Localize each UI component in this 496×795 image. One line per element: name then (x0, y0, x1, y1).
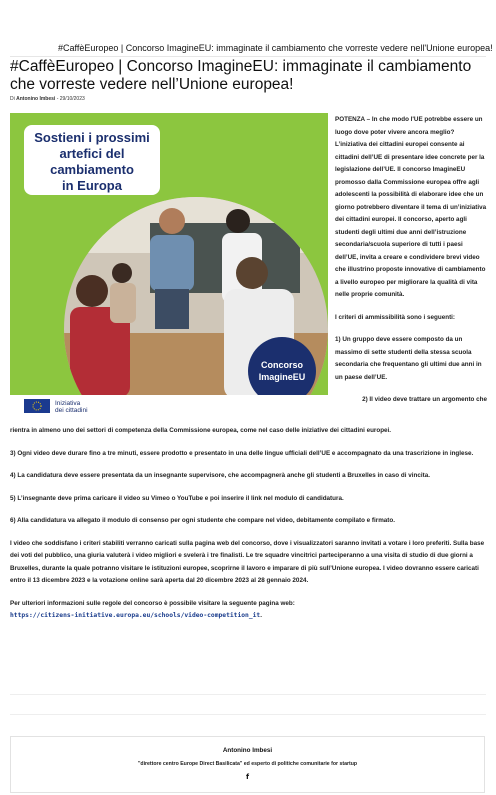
facebook-icon[interactable]: f (245, 773, 250, 781)
criterion-5: 5) L’insegnante deve prima caricare il video su Vimeo o YouTube e poi inserire il link nel modulo di candidatura. (10, 494, 344, 502)
criterion-2-rest: rientra in almeno uno dei settori di competenza della Commissione europea, come nel caso delle iniziative dei cittadini europei. (10, 427, 392, 434)
side-paragraph-intro: POTENZA – In che modo l'UE potrebbe essere un luogo dove poter vivere ancora meglio? L’iniziativa dei cittadini europei consente ai cittadini dell’UE di presentare idee concrete per la legislazione dell’UE. Il concorso ImagineEU promosso dalla Commissione europea offre agli adolescenti la possibilità di elaborare idee che un giorno potrebbero diventare il tema di un’iniziativa dei cittadini europei. Il concorso, aperto agli studenti degli ultimi due anni dell’istruzione secondaria/scuola superiore di tutti i paesi dell’UE, invita a creare e condividere brevi video che illustrino proposte innovative di cambiamento a livello europeo per migliorare la qualità di vita nelle proprie comunità. (335, 116, 487, 298)
author-box (10, 736, 485, 793)
hero-headline-line-1: Sostieni i prossimi (34, 130, 150, 145)
divider-1 (10, 694, 486, 695)
meta-author-link[interactable]: Antonino Imbesi (16, 96, 56, 102)
more-info-text: Per ulteriori informazioni sulle regole del concorso è possibile visitare la seguente pagina web: (10, 599, 295, 607)
article-meta (10, 96, 85, 102)
meta-by: Di (10, 96, 15, 102)
top-divider (10, 56, 486, 57)
article-title: #CaffèEuropeo | Concorso ImagineEU: immaginate il cambiamento che vorreste vedere nell’Unione europea! (10, 58, 472, 93)
competition-link[interactable]: https://citizens-initiative.europa.eu/schools/video-competition_it (10, 612, 261, 619)
logo-line-2: dei cittadini (55, 407, 88, 414)
more-info-paragraph (10, 598, 486, 623)
author-bio: "direttore centro Europe Direct Basilicata" ed esperto di politiche comunitarie for startup (137, 761, 358, 767)
contest-badge (248, 337, 316, 405)
meta-date: 29/10/2023 (59, 96, 85, 102)
results-paragraph: I video che soddisfano i criteri stabiliti verranno caricati sulla pagina web del concorso, dove i visualizzatori saranno invitati a votare i loro preferiti. Sulla base dei voti del pubblico, una giuria valuterà i video migliori e svelerà i tre finalisti. Le tre squadre vincitrici parteciperanno a una visita di studio di due giorni a Bruxelles, durante la quale potranno visitare le istituzioni europee, scoprirne il lavoro e imparare di più sull’Unione europea. I video dovranno essere caricati entro il 13 dicembre 2023 e la votazione online sarà aperta dal 20 dicembre 2023 al 28 gennaio 2024. (10, 539, 485, 584)
hero-headline-line-4: in Europa (62, 178, 122, 193)
logo-line-1: Iniziativa (55, 400, 81, 407)
top-bar-title: #CaffèEuropeo | Concorso ImagineEU: immaginate il cambiamento che vorreste vedere nell'Unione europea! (58, 43, 493, 53)
criterion-4: 4) La candidatura deve essere presentata da un insegnante supervisore, che accompagnerà anche gli studenti a Bruxelles in caso di vincita. (10, 472, 430, 479)
link-trailer: . (260, 612, 262, 619)
author-name[interactable]: Antonino Imbesi (222, 747, 273, 754)
criterion-3: 3) Ogni video deve durare fino a tre minuti, essere prodotto e presentato in una delle lingue ufficiali dell’UE e accompagnato da una trascrizione in inglese. (10, 449, 474, 457)
side-paragraph-criterion-1: 1) Un gruppo deve essere composto da un massimo di sette studenti della stessa scuola secondaria che frequentano gli ultimi due anni in un paese dell’UE. (335, 336, 482, 381)
divider-2 (10, 714, 486, 715)
article-body (10, 425, 486, 633)
badge-line-2: ImagineEU (258, 372, 306, 382)
article-side-column (335, 114, 487, 407)
eu-flag-icon (24, 399, 50, 413)
hero-headline-line-3: cambiamento (50, 162, 134, 177)
meta-separator: - (56, 96, 59, 102)
hero-headline-line-2: artefici del (59, 146, 125, 161)
criterion-6: 6) Alla candidatura va allegato il modulo di consenso per ogni studente che compare nel video, debitamente compilato e firmato. (10, 517, 396, 524)
side-paragraph-criteria-heading: I criteri di ammissibilità sono i seguenti: (335, 313, 456, 321)
badge-line-1: Concorso (260, 360, 304, 370)
side-criterion-2-lead: 2) Il video deve trattare un argomento che (362, 396, 487, 403)
hero-illustration (10, 113, 328, 415)
hero-image (10, 113, 328, 415)
